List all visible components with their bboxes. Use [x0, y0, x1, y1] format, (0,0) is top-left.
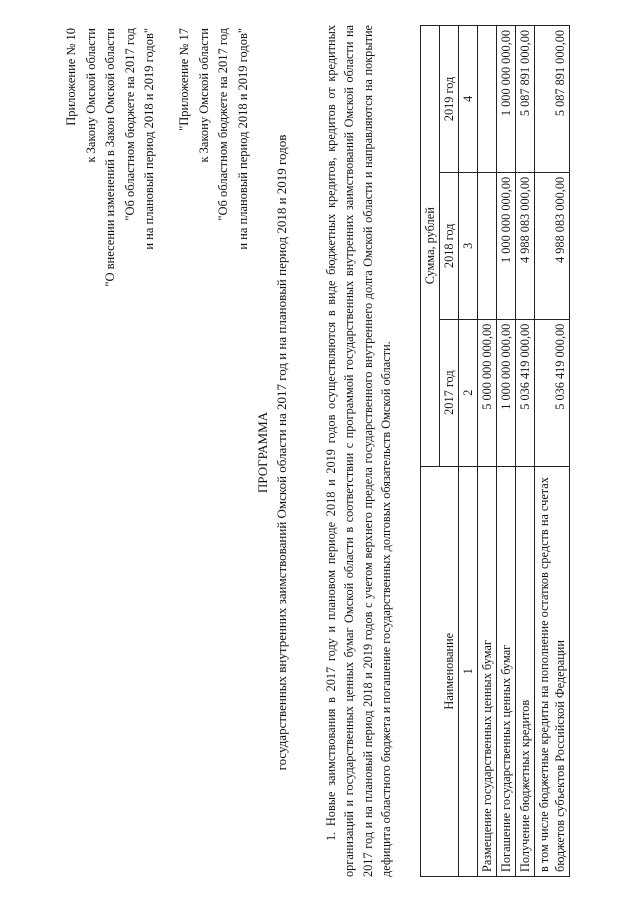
row-value-2018: 1 000 000 000,00 [497, 172, 516, 319]
table-row [478, 26, 497, 877]
appendix-10-number: Приложение № 10 [64, 28, 78, 126]
table-column-numbers-row [459, 26, 478, 877]
row-value-2017: 5 000 000 000,00 [478, 319, 497, 466]
row-name: в том числе бюджетные кредиты на пополнение остатков средств на счетах бюджетов субъектов Российской Федерации [535, 466, 570, 876]
row-value-2019: 1 000 000 000,00 [497, 26, 516, 173]
row-value-2019: 5 087 891 000,00 [516, 26, 535, 173]
row-value-2017: 1 000 000 000,00 [497, 319, 516, 466]
row-value-2018 [478, 172, 497, 319]
program-paragraph: 1. Новые заимствования в 2017 году и плановом периоде 2018 и 2019 годов осуществляются в виде бюджетных кредитов, кредитов от кредитных организаций и государственных ценных бумаг Омской области в соответствии с программой государственных внутренних заимствований Омской области на 2017 год и на плановый период 2018 и 2019 годов с учетом верхнего предела государственного внутреннего долга Омской области и направляются на покрытие дефицита областного бюджета и погашение государственных долговых обязательств Омской области. [324, 25, 393, 877]
col-number-4: 4 [459, 26, 478, 173]
header-name: Наименование [421, 466, 459, 876]
appendix-17-header [175, 28, 253, 250]
header-2017: 2017 год [440, 319, 459, 466]
col-number-3: 3 [459, 172, 478, 319]
row-value-2019 [478, 26, 497, 173]
appendix-10-law: к Закону Омской области [83, 28, 98, 163]
appendix-10-budget: "Об областном бюджете на 2017 год [122, 28, 137, 221]
table-row [535, 26, 570, 877]
appendix-17-budget: "Об областном бюджете на 2017 год [216, 28, 230, 221]
borrowing-table [420, 25, 570, 877]
table-row [497, 26, 516, 877]
row-value-2018: 4 988 083 000,00 [535, 172, 570, 319]
program-subtitle: государственных внутренних заимствований Омской области на 2017 год и на плановый период 2018 и 2019 годов [274, 134, 289, 771]
table-header-row [421, 26, 440, 877]
appendix-17-period: и на плановый период 2018 и 2019 годов" [235, 28, 250, 250]
row-value-2017: 5 036 419 000,00 [516, 319, 535, 466]
header-2019: 2019 год [440, 26, 459, 173]
row-value-2018: 4 988 083 000,00 [516, 172, 535, 319]
header-2018: 2018 год [440, 172, 459, 319]
col-number-1: 1 [459, 466, 478, 876]
appendix-10-header [62, 28, 160, 287]
appendix-10-period: и на плановый период 2018 и 2019 годов" [142, 28, 156, 250]
col-number-2: 2 [459, 319, 478, 466]
appendix-17-law: к Закону Омской области [196, 28, 211, 163]
table-row [516, 26, 535, 877]
appendix-17-number: "Приложение № 17 [177, 28, 191, 131]
row-name: Размещение государственных ценных бумаг [478, 466, 497, 876]
row-value-2017: 5 036 419 000,00 [535, 319, 570, 466]
appendix-10-amendment: "О внесении изменений в Закон Омской области [103, 28, 117, 287]
header-sum: Сумма, рублей [421, 26, 440, 467]
row-value-2019: 5 087 891 000,00 [535, 26, 570, 173]
program-title-block [253, 0, 291, 905]
row-name: Получение бюджетных кредитов [516, 466, 535, 876]
program-title: ПРОГРАММА [255, 411, 270, 494]
row-name: Погашение государственных ценных бумаг [497, 466, 516, 876]
